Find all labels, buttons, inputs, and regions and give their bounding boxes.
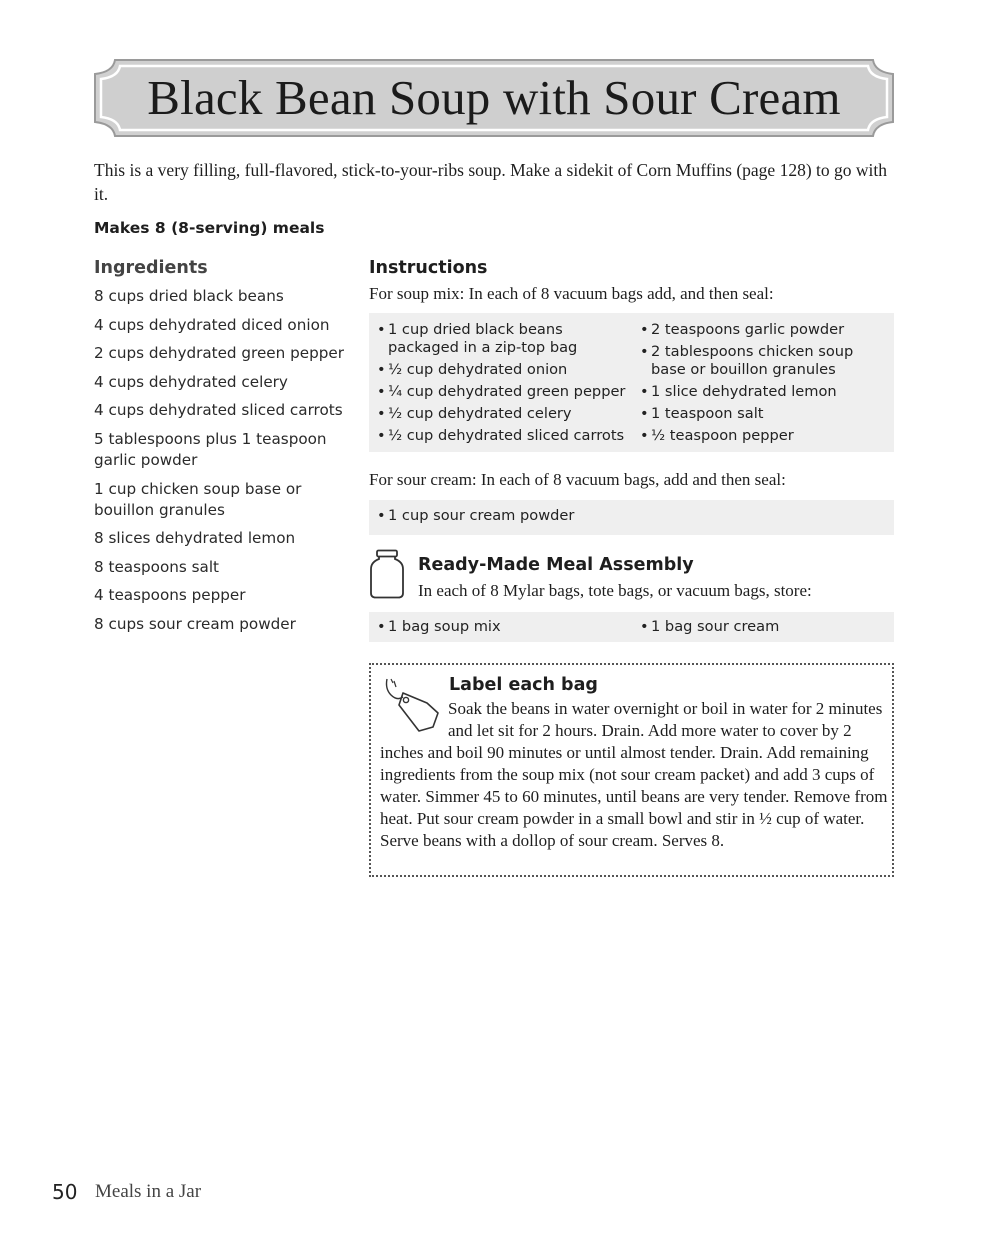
soup-mix-intro: For soup mix: In each of 8 vacuum bags add, and then seal: (369, 284, 774, 303)
ingredient-item: 4 cups dehydrated celery (94, 372, 288, 391)
page-title: Black Bean Soup with Sour Cream (147, 70, 841, 125)
jar-icon (369, 549, 405, 599)
soup-mix-item: • 2 teaspoons garlic powder (640, 321, 890, 339)
ingredient-item: 8 slices dehydrated lemon (94, 529, 296, 548)
ingredient-item: 4 cups dehydrated sliced carrots (94, 401, 343, 420)
ingredient-item: 8 cups dried black beans (94, 287, 284, 305)
recipe-intro: This is a very filling, full-flavored, stick-to-your-ribs soup. Make a sidekit of Corn Muffins (page 128) to go with it. (94, 160, 888, 204)
soup-mix-item: • ½ cup dehydrated sliced carrots (377, 427, 632, 445)
assembly-list-left (377, 618, 632, 640)
recipe-yield: Makes 8 (8-serving) meals (94, 219, 325, 237)
ingredient-item: 1 cup chicken soup base or bouillon granules (94, 479, 302, 519)
sour-cream-box (369, 500, 894, 535)
ingredient-item: 2 cups dehydrated green pepper (94, 344, 344, 363)
label-text: Soak the beans in water overnight or boil in water for 2 minutes and let sit for 2 hours. Drain. Add more water to cover by 2 inches and boil 90 minutes or until almost tender. Drain. Add remaining ingredients from the soup mix (not sour cream packet) and add 3 cups of water. Simmer 45 to 60 minutes, until beans are very tender. Remove from heat. Put sour cream powder in a small bowl and stir in ½ cup of water. Serve beans with a dollop of sour cream. Serves 8. (380, 699, 888, 850)
soup-mix-item: • 2 tablespoons chicken soup base or bouillon granules (640, 343, 890, 379)
ingredient-item: 8 teaspoons salt (94, 557, 219, 576)
assembly-list-right (640, 618, 890, 640)
assembly-intro: In each of 8 Mylar bags, tote bags, or vacuum bags, store: (418, 581, 812, 600)
label-text-block (380, 698, 888, 852)
soup-mix-item: • ½ cup dehydrated onion (377, 361, 632, 379)
soup-mix-item: • 1 teaspoon salt (640, 405, 890, 423)
instructions-heading: Instructions (369, 258, 488, 278)
ingredient-item: 4 cups dehydrated diced onion (94, 315, 330, 334)
sour-cream-intro: For sour cream: In each of 8 vacuum bags, add and then seal: (369, 470, 786, 489)
soup-mix-item: • ½ cup dehydrated celery (377, 405, 632, 423)
assembly-box (369, 612, 894, 642)
sour-cream-list (377, 507, 574, 529)
ingredient-item: 8 cups sour cream powder (94, 614, 296, 633)
soup-mix-list-left (377, 321, 632, 449)
label-box (369, 663, 894, 877)
ingredients-list (94, 286, 349, 643)
ingredients-heading: Ingredients (94, 258, 208, 278)
assembly-item: • 1 bag soup mix (377, 618, 632, 636)
title-banner (93, 58, 895, 138)
sour-cream-item: • 1 cup sour cream powder (377, 507, 574, 525)
soup-mix-item: • 1 cup dried black beans packaged in a zip-top bag (377, 321, 632, 357)
soup-mix-list-right (640, 321, 890, 449)
ingredient-item: 4 teaspoons pepper (94, 586, 246, 605)
soup-mix-box (369, 313, 894, 452)
assembly-heading: Ready-Made Meal Assembly (418, 555, 694, 575)
label-heading: Label each bag (449, 675, 598, 695)
soup-mix-item: • 1 slice dehydrated lemon (640, 383, 890, 401)
book-title: Meals in a Jar (95, 1181, 202, 1202)
page-number: 50 (52, 1180, 78, 1204)
assembly-item: • 1 bag sour cream (640, 618, 890, 636)
soup-mix-item: • ½ teaspoon pepper (640, 427, 890, 445)
ingredient-item: 5 tablespoons plus 1 teaspoon garlic powder (94, 429, 327, 469)
soup-mix-item: • ¼ cup dehydrated green pepper (377, 383, 632, 401)
